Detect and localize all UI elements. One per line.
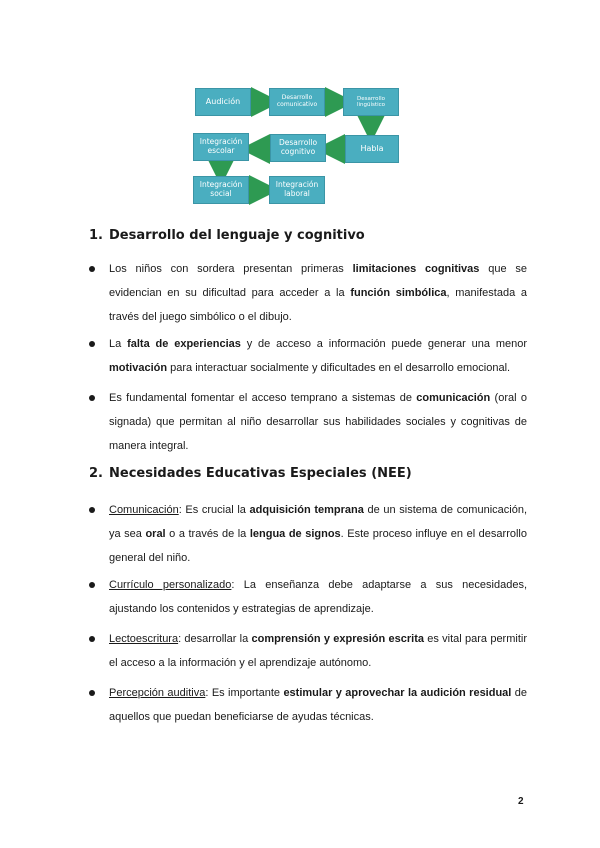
section-2-bullet-curriculo: Currículo personalizado: La enseñanza debe adaptarse a sus necesidades, ajustando los contenidos y estrategias de aprendizaje. [109,579,527,615]
section-2-heading [89,466,412,481]
bullet-dot [89,690,95,696]
section-2-bullet-lectoescritura: Lectoescritura: desarrollar la comprensión y expresión escrita es vital para permitir el acceso a la información y el aprendizaje autónomo. [109,633,527,669]
section-1-bullet-3: Es fundamental fomentar el acceso temprano a sistemas de comunicación (oral o signada) que permitan al niño desarrollar sus habilidades sociales y cognitivas de manera integral. [109,392,527,452]
bullet-dot [89,636,95,642]
development-flow-diagram [0,0,600,215]
section-1-title: Desarrollo del lenguaje y cognitivo [109,228,365,243]
node-integracion-escolar: Integración escolar [193,133,249,161]
bullet-dot [89,395,95,401]
section-1-number: 1. [89,228,103,243]
node-habla: Habla [345,135,399,163]
section-1-bullet-1: Los niños con sordera presentan primeras limitaciones cognitivas que se evidencian en su dificultad para acceder a la función simbólica, manifestada a través del juego simbólico o el dibujo. [109,263,528,323]
bullet-dot [89,341,95,347]
section-1-heading [89,228,365,243]
section-2-bullet-percepcion: Percepción auditiva: Es importante estimular y aprovechar la audición residual de aquellos que puedan beneficiarse de ayudas técnicas. [109,687,527,723]
section-2-title: Necesidades Educativas Especiales (NEE) [109,466,412,481]
section-2-number: 2. [89,466,103,481]
section-2-bullet-comunicacion: Comunicación: Es crucial la adquisición temprana de un sistema de comunicación, ya sea oral o a través de la lengua de signos. Este proceso influye en el desarrollo general del niño. [109,504,528,564]
page-number: 2 [518,796,524,807]
node-integracion-laboral: Integración laboral [269,176,325,204]
node-desarrollo-comunicativo: Desarrollo comunicativo [269,88,325,116]
node-integracion-social: Integración social [193,176,249,204]
node-desarrollo-cognitivo: Desarrollo cognitivo [270,134,326,162]
section-1-bullet-2: La falta de experiencias y de acceso a información puede generar una menor motivación para interactuar socialmente y dificultades en el desarrollo emocional. [109,338,527,374]
bullet-dot [89,582,95,588]
node-audicion: Audición [195,88,251,116]
bullet-dot [89,507,95,513]
bullet-dot [89,266,95,272]
node-desarrollo-linguistico: Desarrollo lingüístico [343,88,399,116]
